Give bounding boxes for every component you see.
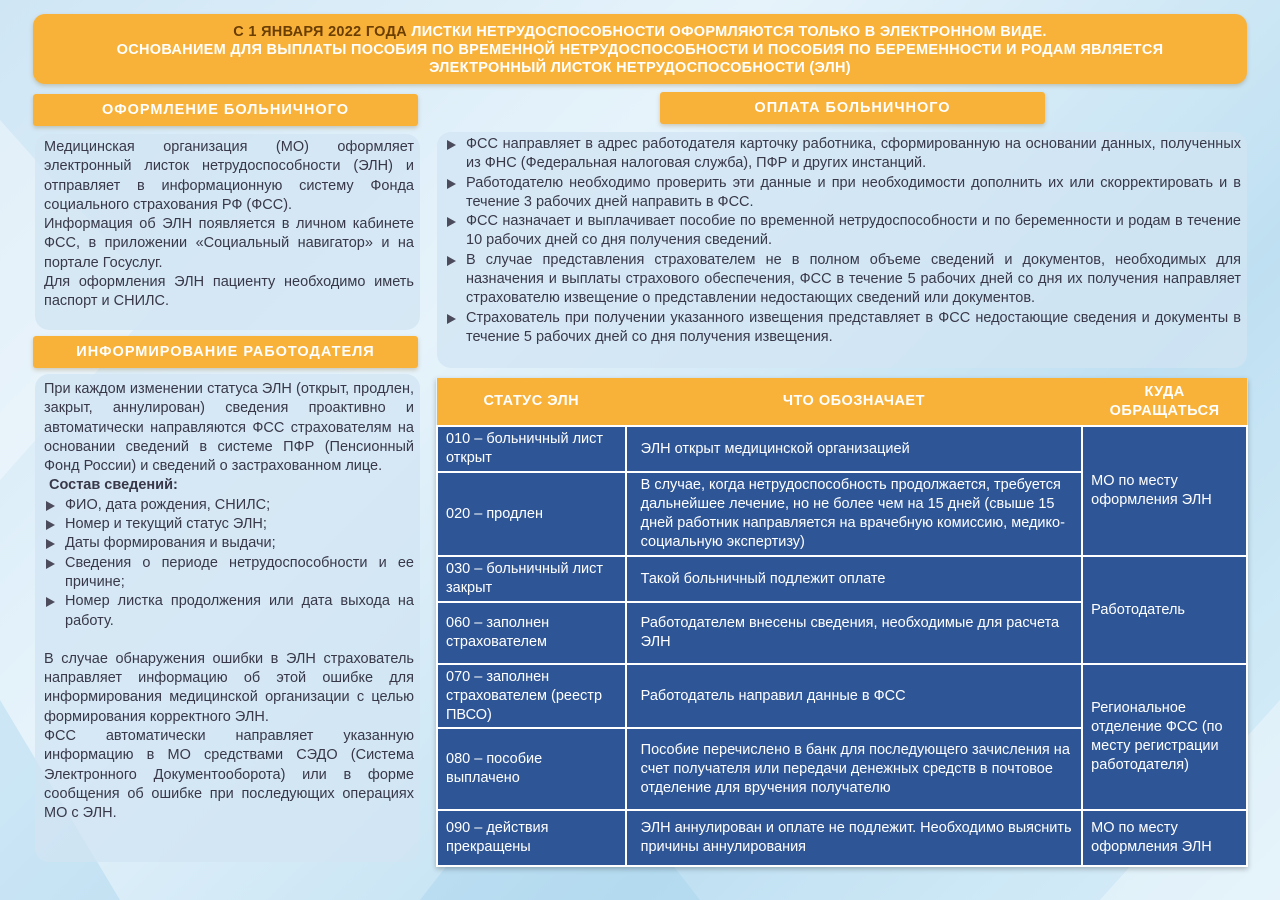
table-header-row: [437, 378, 1247, 426]
status-table: [436, 378, 1248, 867]
table-row: [437, 556, 1247, 602]
status-cell: 020 – продлен: [437, 472, 626, 556]
contact-cell: Региональное отделение ФСС (по месту регистрации работодателя): [1082, 664, 1247, 810]
contact-cell: МО по месту оформления ЭЛН: [1082, 426, 1247, 556]
meaning-cell: Такой больничный подлежит оплате: [626, 556, 1083, 602]
list-item: Страхователь при получении указанного извещения представляет в ФСС недостающие сведения и документы в течение 5 рабочих дней со дня получения извещения.: [445, 309, 1241, 348]
informing-header: ИНФОРМИРОВАНИЕ РАБОТОДАТЕЛЯ: [33, 336, 418, 368]
triangle-bullet-icon: [46, 501, 55, 511]
status-cell: 060 – заполнен страхователем: [437, 602, 626, 664]
list-item: Работодателю необходимо проверить эти данные и при необходимости дополнить их или скорректировать и в течение 3 рабочих дней направить в ФСС.: [445, 174, 1241, 213]
banner-line-3: ЭЛЕКТРОННЫЙ ЛИСТОК НЕТРУДОСПОСОБНОСТИ (ЭЛН): [429, 60, 851, 76]
table-row: [437, 664, 1247, 728]
banner-line-1: С 1 ЯНВАРЯ 2022 ГОДА ЛИСТКИ НЕТРУДОСПОСОБНОСТИ ОФОРМЛЯЮТСЯ ТОЛЬКО В ЭЛЕКТРОННОМ ВИДЕ.: [233, 24, 1047, 40]
meaning-cell: Работодателем внесены сведения, необходимые для расчета ЭЛН: [626, 602, 1083, 664]
triangle-bullet-icon: [447, 140, 456, 150]
banner-line-2: ОСНОВАНИЕМ ДЛЯ ВЫПЛАТЫ ПОСОБИЯ ПО ВРЕМЕННОЙ НЕТРУДОСПОСОБНОСТИ И ПОСОБИЯ ПО БЕРЕМЕННОСТИ И РОДАМ ЯВЛЯЕТСЯ: [116, 42, 1164, 58]
contact-cell: Работодатель: [1082, 556, 1247, 664]
column-header-contact: КУДА ОБРАЩАТЬСЯ: [1082, 378, 1247, 426]
table-row: [437, 426, 1247, 472]
column-header-meaning: ЧТО ОБОЗНАЧАЕТ: [626, 378, 1083, 426]
list-item: Номер листка продолжения или дата выхода на работу.: [44, 592, 414, 631]
list-item: Даты формирования и выдачи;: [44, 534, 414, 553]
composition-list: [44, 496, 414, 631]
status-cell: 070 – заполнен страхователем (реестр ПВСО): [437, 664, 626, 728]
list-item: Сведения о периоде нетрудоспособности и ее причине;: [44, 554, 414, 593]
triangle-bullet-icon: [447, 217, 456, 227]
payment-panel: [437, 132, 1247, 368]
payment-list: [445, 135, 1241, 347]
informing-panel: [35, 374, 420, 862]
composition-title: Состав сведений:: [49, 477, 178, 494]
meaning-cell: ЭЛН аннулирован и оплате не подлежит. Необходимо выяснить причины аннулирования: [626, 810, 1083, 866]
payment-header: ОПЛАТА БОЛЬНИЧНОГО: [660, 92, 1045, 124]
issuance-header: ОФОРМЛЕНИЕ БОЛЬНИЧНОГО: [33, 94, 418, 126]
meaning-cell: В случае, когда нетрудоспособность продолжается, требуется дальнейшее лечение, но не более чем на 15 дней (свыше 15 дней работник направляется на врачебную комиссию, медико-социальную экспертизу): [626, 472, 1083, 556]
status-cell: 090 – действия прекращены: [437, 810, 626, 866]
triangle-bullet-icon: [46, 520, 55, 530]
triangle-bullet-icon: [447, 179, 456, 189]
issuance-paragraph: Информация об ЭЛН появляется в личном кабинете ФСС, в приложении «Социальный навигатор» и на портале Госуслуг.: [44, 216, 414, 271]
meaning-cell: ЭЛН открыт медицинской организацией: [626, 426, 1083, 472]
meaning-cell: Работодатель направил данные в ФСС: [626, 664, 1083, 728]
top-banner: [33, 14, 1247, 84]
status-cell: 080 – пособие выплачено: [437, 728, 626, 810]
informing-paragraph: При каждом изменении статуса ЭЛН (открыт, продлен, закрыт, аннулирован) сведения проактивно и автоматически направляются ФСС страхователям на основании сведений в системе ПФР (Пенсионный Фонд России) и сведений о застрахованном лице.: [44, 381, 414, 475]
triangle-bullet-icon: [46, 559, 55, 569]
list-item: Номер и текущий статус ЭЛН;: [44, 515, 414, 534]
list-item: ФСС назначает и выплачивает пособие по временной нетрудоспособности и по беременности и родам в течение 10 рабочих дней со дня получения сведений.: [445, 212, 1241, 251]
triangle-bullet-icon: [46, 539, 55, 549]
status-cell: 010 – больничный лист открыт: [437, 426, 626, 472]
issuance-paragraph: Медицинская организация (МО) оформляет электронный листок нетрудоспособности (ЭЛН) и отправляет в информационную систему Фонда социального страхования РФ (ФСС).: [44, 139, 414, 213]
triangle-bullet-icon: [46, 597, 55, 607]
banner-date: С 1 ЯНВАРЯ 2022 ГОДА: [233, 24, 407, 40]
meaning-cell: Пособие перечислено в банк для последующего зачисления на счет получателя или передачи денежных средств в почтовое отделение для вручения получателю: [626, 728, 1083, 810]
triangle-bullet-icon: [447, 256, 456, 266]
list-item: ФИО, дата рождения, СНИЛС;: [44, 496, 414, 515]
issuance-paragraph: Для оформления ЭЛН пациенту необходимо иметь паспорт и СНИЛС.: [44, 274, 414, 310]
table-row: [437, 810, 1247, 866]
list-item: ФСС направляет в адрес работодателя карточку работника, сформированную на основании данных, полученных из ФНС (Федеральная налоговая служба), ПФР и других инстанций.: [445, 135, 1241, 174]
status-cell: 030 – больничный лист закрыт: [437, 556, 626, 602]
informing-paragraph: В случае обнаружения ошибки в ЭЛН страхователь направляет информацию об этой ошибке для информирования медицинской организации с целью формирования корректного ЭЛН.: [44, 650, 414, 725]
issuance-panel: [35, 134, 420, 330]
column-header-status: СТАТУС ЭЛН: [437, 378, 626, 426]
contact-cell: МО по месту оформления ЭЛН: [1082, 810, 1247, 866]
list-item: В случае представления страхователем не в полном объеме сведений и документов, необходимых для назначения и выплаты страхового обеспечения, ФСС в течение 5 рабочих дней со дня их получения направляет страхователю извещение о представлении недостающих сведений или документов.: [445, 251, 1241, 309]
informing-paragraph: ФСС автоматически направляет указанную информацию в МО средствами СЭДО (Система Электронного Документооборота) или в форме сообщения об ошибке при последующих операциях МО с ЭЛН.: [44, 728, 414, 822]
triangle-bullet-icon: [447, 314, 456, 324]
